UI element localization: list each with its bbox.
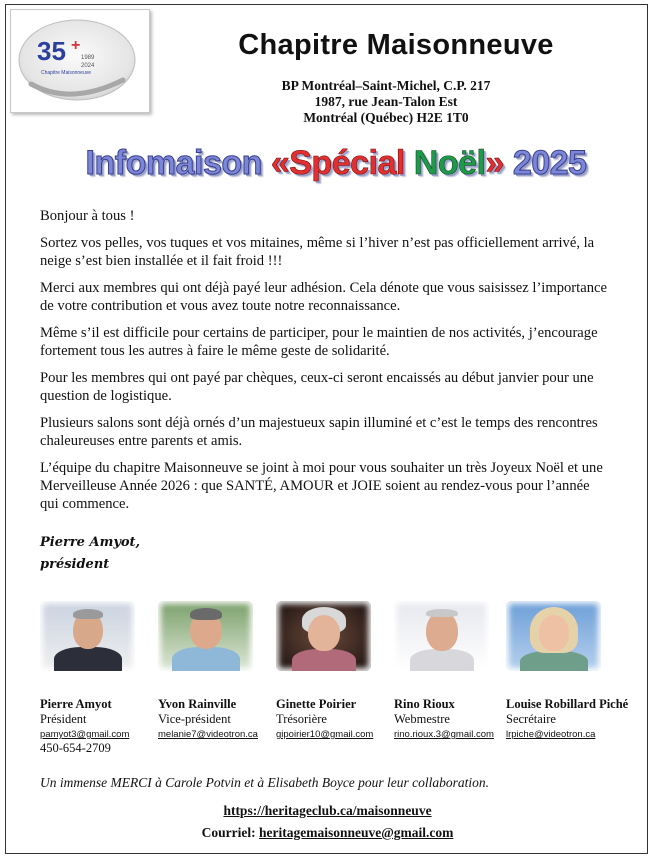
website-link[interactable]: https://heritageclub.ca/maisonneuve <box>223 803 432 818</box>
member-photo <box>506 601 601 671</box>
letter-paragraph: Même s’il est difficile pour certains de participer, pour le maintien de nos activités, j’encourage fortement tous les autres à faire le même geste de solidarité. <box>40 325 598 359</box>
logo-caption: Chapitre Maisonneuve <box>41 70 92 76</box>
address-line-2: 1987, rue Jean-Talon Est <box>314 94 458 109</box>
member-role: Trésorière <box>276 712 327 726</box>
logo-year-end: 2024 <box>81 63 95 69</box>
letter-paragraph: Pour les membres qui ont payé par chèques, ceux-ci seront encaissés au début janvier pour une question de logistique. <box>40 370 594 404</box>
member-phone: 450-654-2709 <box>40 741 111 755</box>
logo-plus-sign: + <box>71 37 81 54</box>
banner-special: «Spécial <box>270 144 414 182</box>
member-email-link[interactable]: pamyot3@gmail.com <box>40 729 130 740</box>
member-photo <box>276 601 371 671</box>
member-name: Ginette Poirier <box>276 697 357 711</box>
newsletter-page <box>5 4 648 854</box>
email-label: Courriel: <box>201 825 259 840</box>
member-name: Yvon Rainville <box>158 697 237 711</box>
member-card <box>158 601 288 740</box>
member-card <box>40 601 170 756</box>
logo-number: 35 <box>37 36 66 66</box>
email-link[interactable]: heritagemaisonneuve@gmail.com <box>258 825 454 840</box>
banner-infomaison: Infomaison <box>85 144 271 182</box>
letter-paragraph: Bonjour à tous ! <box>40 208 135 224</box>
member-photo <box>158 601 253 671</box>
logo-year-start: 1989 <box>81 55 95 61</box>
member-name: Pierre Amyot <box>40 697 112 711</box>
logo-graphic <box>11 10 149 112</box>
banner-close-quote: » <box>485 144 513 182</box>
contact-email <box>6 825 649 841</box>
address-line-1: BP Montréal–Saint-Michel, C.P. 217 <box>281 78 491 93</box>
member-role: Vice-président <box>158 712 231 726</box>
member-email-link[interactable]: lrpiche@videotron.ca <box>506 729 596 740</box>
signature <box>40 532 140 576</box>
letter-paragraph: Merci aux membres qui ont déjà payé leur adhésion. Cela dénote que vous saisissez l’importance de votre contribution et vous avez toute notre reconnaissance. <box>40 280 607 314</box>
member-card <box>394 601 524 740</box>
member-photo <box>394 601 489 671</box>
member-role: Secrétaire <box>506 712 556 726</box>
anniversary-logo <box>10 9 150 113</box>
member-email-link[interactable]: rino.rioux.3@gmail.com <box>394 729 494 740</box>
member-card <box>506 601 636 740</box>
member-role: Président <box>40 712 87 726</box>
address-line-3: Montréal (Québec) H2E 1T0 <box>303 110 469 125</box>
member-card <box>276 601 406 740</box>
thanks-note: Un immense MERCI à Carole Potvin et à Elisabeth Boyce pour leur collaboration. <box>40 775 490 790</box>
member-name: Rino Rioux <box>394 697 455 711</box>
letter-body <box>40 207 610 522</box>
member-role: Webmestre <box>394 712 450 726</box>
letter-paragraph: L’équipe du chapitre Maisonneuve se joint à moi pour vous souhaiter un très Joyeux Noël et une Merveilleuse Année 2026 : que SANTÉ, AMOUR et JOIE soient au rendez-vous pour l’année qui commence. <box>40 460 603 512</box>
letter-paragraph: Sortez vos pelles, vos tuques et vos mitaines, même si l’hiver n’est pas officiellement arrivé, la neige s’est bien installée et il fait froid !!! <box>40 235 595 269</box>
member-email-link[interactable]: melanie7@videotron.ca <box>158 729 258 740</box>
letter-paragraph: Plusieurs salons sont déjà ornés d’un majestueux sapin illuminé et c’est le temps des rencontres chaleureuses entre parents et amis. <box>40 415 598 449</box>
member-email-link[interactable]: gipoirier10@gmail.com <box>276 729 374 740</box>
member-name: Louise Robillard Piché <box>506 697 629 711</box>
mailing-address <box>236 78 536 126</box>
newsletter-banner <box>66 144 606 183</box>
member-photo <box>40 601 135 671</box>
chapter-title: Chapitre Maisonneuve <box>238 29 554 61</box>
banner-year: 2025 <box>512 144 587 182</box>
committee-members <box>6 601 649 761</box>
signature-name: Pierre Amyot, <box>40 535 141 550</box>
signature-title: président <box>40 557 110 572</box>
banner-noel: Noël <box>413 144 486 182</box>
